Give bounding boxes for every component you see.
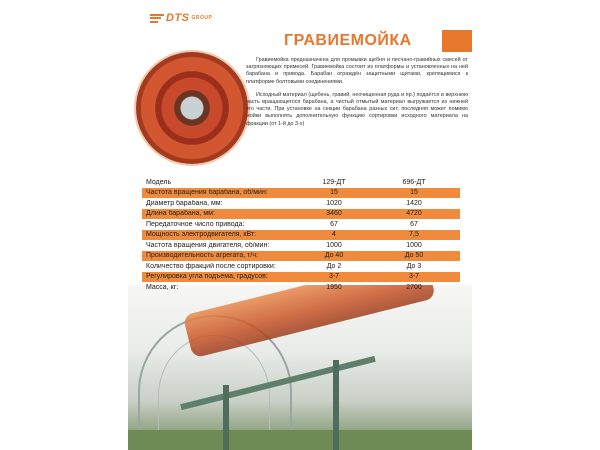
spec-value-696: 15 [410,189,418,197]
spec-value-129: 3-7 [328,273,340,281]
brochure-page [128,0,472,450]
spec-label: Масса, кг: [146,283,179,291]
spec-value-129: 1020 [326,199,342,207]
ground [128,430,472,450]
spec-value-696: 696-ДТ [402,178,426,186]
dts-logo [150,10,212,26]
intro-paragraph: Гравиемойка предназначена для промывки щебня и песчано-гравийных смесей от загрязняющих примесей. Гравиемойка состоит из платформы и установленных на ней барабана и привода. Барабан ограждён защитными щитами, крепящимися к платформе болтовыми соединениями. [246,57,468,85]
washer-drum [183,285,436,358]
spec-value-696: 1000 [406,241,422,249]
title-accent-block [442,30,472,52]
washer-leg [333,360,339,450]
spec-value-696: 7,5 [409,231,419,239]
gravel-washer-photo [128,285,472,450]
spec-value-129: 4 [332,231,336,239]
spec-label: Длина барабана, мм: [146,210,215,218]
drum-interior-photo [136,52,248,164]
spec-value-696: 1420 [406,199,422,207]
spec-value-129: 3460 [326,210,342,218]
washer-leg [223,385,229,450]
spec-label: Количество фракций после сортировки: [146,262,276,270]
spec-row [142,177,460,188]
spec-row [142,209,460,220]
spec-value-696: 3-7 [408,273,420,281]
spec-row [142,219,460,230]
spec-label: Частота вращения двигателя, об/мин: [146,241,270,249]
spec-row [142,272,460,283]
spec-value-696: 67 [410,220,418,228]
spec-row [142,240,460,251]
spec-row [142,251,460,262]
spec-label: Частота вращения барабана, об/мин: [146,189,268,197]
specs-table [142,177,460,293]
spec-label: Передаточное число привода: [146,220,245,228]
spec-row [142,188,460,199]
spec-value-129: До 40 [324,252,344,260]
spec-value-696: До 50 [404,252,424,260]
spec-label: Модель [146,178,172,186]
spec-value-129: 1000 [326,241,342,249]
spec-value-129: 1950 [326,283,342,291]
spec-row [142,282,460,293]
spec-label: Производительность агрегата, т/ч: [146,252,258,260]
intro-text [246,57,468,134]
speed-lines-icon [150,14,164,23]
spec-value-129: 67 [330,220,338,228]
intro-paragraph: Исходный материал (щебень, гравий, неочищенная руда и пр.) подаётся в верхнюю часть вращающегося барабана, а чистый отмытый материал выгружается из нижней его части. При установке на секции барабана разных сит, последняя может помимо мойки выполнять дополнительную функцию сортировки исходного материала на фракции (от 1-й до 3-х) [246,91,468,127]
spec-value-129: До 2 [326,262,342,270]
spec-row [142,230,460,241]
spec-value-129: 15 [330,189,338,197]
spec-value-696: 2700 [406,283,422,291]
spec-label: Диаметр барабана, мм: [146,199,223,207]
spec-row [142,261,460,272]
page-title: ГРАВИЕМОЙКА [284,32,412,49]
spec-value-696: До 3 [406,262,422,270]
brand-name: DTS [166,12,190,24]
brand-group: GROUP [191,15,213,21]
spec-label: Мощность электродвигателя, кВт: [146,231,257,239]
title-bar [284,30,472,52]
spec-row [142,198,460,209]
spec-label: Регулировка угла подъема, градусов: [146,273,268,281]
spec-value-696: 4720 [406,210,422,218]
spec-value-129: 129-ДТ [322,178,346,186]
